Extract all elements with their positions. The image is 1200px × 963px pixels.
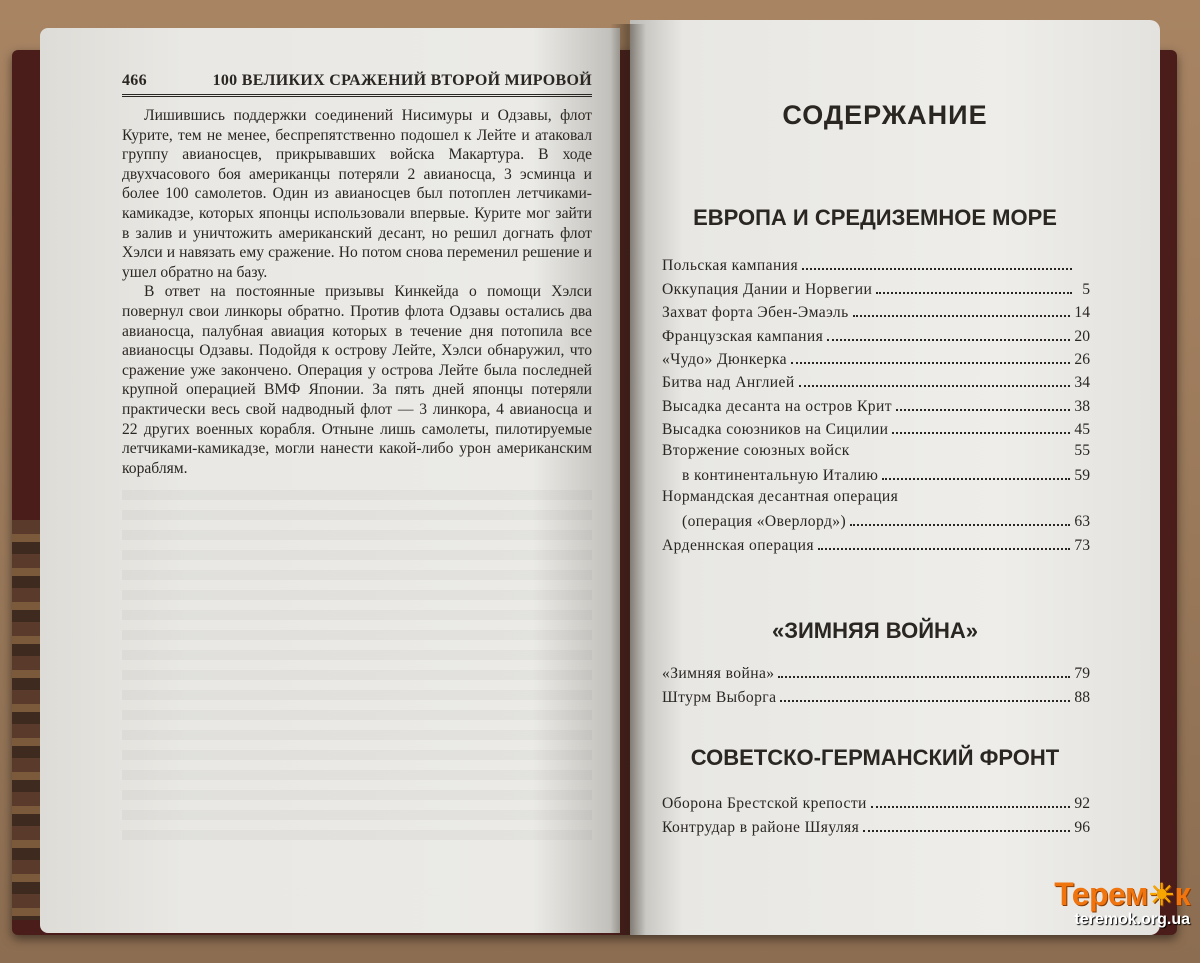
toc-list-winter-war [662,660,1090,707]
toc-entry-page: 26 [1074,350,1090,368]
toc-entry [662,813,1090,836]
toc-entry-title-continued: в континентальную Италию [682,467,879,485]
toc-entry-page: 20 [1074,327,1090,345]
toc-entry [662,369,1090,392]
dot-leader [882,478,1070,480]
dot-leader [791,362,1070,364]
logo-name-part: Терем [1054,876,1149,912]
toc-entry-page: 59 [1074,467,1090,485]
toc-entry-title: Высадка десанта на остров Крит [662,397,892,415]
toc-entry [662,439,1090,485]
toc-entry-page: 88 [1074,688,1090,706]
toc-entry-title: Оборона Брестской крепости [662,795,867,813]
toc-entry-title: Высадка союзников на Сицилии [662,421,889,439]
toc-entry [662,790,1090,813]
toc-entry [662,683,1090,706]
dot-leader [863,830,1070,832]
dot-leader [850,524,1070,526]
toc-entry [662,322,1090,345]
dot-leader [778,676,1070,678]
logo-name-part: к [1174,876,1190,912]
toc-entry-title: Арденнская операция [662,536,814,554]
toc-title: СОДЕРЖАНИЕ [782,100,988,130]
toc-entry-page: 63 [1074,513,1090,531]
paragraph: Лишившись поддержки соединений Нисимуры и Одзавы, флот Курите, тем не менее, беспрепятственно подошел к Лейте и атаковал группу авианосцев, прикрывавших войска Макартура. В ходе двухчасового боя американцы потеряли 2 авианосца, 3 эсминца и более 100 самолетов. Один из авианосцев был потоплен летчиками-камикадзе, которых японцы использовали впервые. Курите мог зайти в залив и уничтожить американский десант, но решил догнать флот Хэлси и навязать ему сражение. Но потом снова переменил решение и ушел обратно на базу. [122,107,592,281]
toc-entry-page: 38 [1074,397,1090,415]
toc-entry-page: 45 [1074,421,1090,439]
dot-leader [802,268,1072,270]
toc-entry [662,275,1090,298]
dot-leader [827,339,1070,341]
toc-entry [662,252,1090,275]
watermark-logo [1040,876,1190,929]
toc-entry-page: 55 [1074,442,1090,460]
toc-list-europe [662,252,1090,555]
toc-entry [662,416,1090,439]
toc-entry-title: Вторжение союзных войск [662,442,850,460]
toc-entry [662,531,1090,554]
toc-entry [662,660,1090,683]
book-gutter [610,24,646,935]
body-text [122,106,592,478]
section-heading-europe: ЕВРОПА И СРЕДИЗЕМНОЕ МОРЕ [693,205,1057,230]
dot-leader [871,806,1071,808]
toc-entry-title: Польская кампания [662,257,799,275]
toc-entry [662,485,1090,531]
sun-icon: ☀ [1148,879,1175,912]
toc-entry [662,299,1090,322]
dot-leader [780,700,1070,702]
dot-leader [799,385,1071,387]
toc-entry [662,392,1090,415]
logo-url: teremok.org.ua [1074,911,1190,928]
page-number: 466 [122,72,147,89]
toc-entry-title: Штурм Выборга [662,688,777,706]
running-head-title: 100 ВЕЛИКИХ СРАЖЕНИЙ ВТОРОЙ МИРОВОЙ [212,72,592,89]
toc-entry-title: Контрудар в районе Шяуляя [662,818,860,836]
show-through-text [122,490,592,850]
toc-entry-page: 96 [1074,818,1090,836]
toc-entry-title-continued: (операция «Оверлорд») [682,513,847,531]
toc-entry-page: 79 [1074,665,1090,683]
toc-entry-title: Битва над Англией [662,374,795,392]
logo-text [1040,876,1190,913]
book-edge-decoration [12,520,42,920]
toc-list-eastern-front [662,790,1090,837]
toc-entry-second-line [662,508,1090,531]
toc-entry-title: Оккупация Дании и Норвегии [662,280,873,298]
toc-entry-page: 14 [1074,304,1090,322]
dot-leader [896,409,1070,411]
dot-leader [853,315,1071,317]
toc-entry-first-line [662,485,1090,508]
toc-entry [662,346,1090,369]
toc-entry-page: 73 [1074,536,1090,554]
toc-entry-title: Захват форта Эбен-Эмаэль [662,304,849,322]
dot-leader [876,292,1072,294]
dot-leader [818,548,1071,550]
toc-entry-page: 5 [1082,280,1090,298]
section-heading-winter-war: «ЗИМНЯЯ ВОЙНА» [771,618,979,643]
toc-entry-first-line [662,439,1090,462]
toc-entry-title: «Зимняя война» [662,665,775,683]
dot-leader [892,432,1070,434]
toc-entry-title: Нормандская десантная операция [662,488,899,506]
toc-entry-title: «Чудо» Дюнкерка [662,350,787,368]
toc-entry-second-line [662,462,1090,485]
running-head [122,72,592,97]
section-heading-eastern-front: СОВЕТСКО-ГЕРМАНСКИЙ ФРОНТ [690,745,1060,770]
toc-entry-page: 92 [1074,795,1090,813]
toc-entry-title: Французская кампания [662,327,824,345]
paragraph: В ответ на постоянные призывы Кинкейда о помощи Хэлси повернул свои линкоры обратно. Против флота Одзавы остались два авианосца, палубная авиация которых в течение дня потопила все авианосцы Одзавы. Подойдя к острову Лейте, Хэлси обнаружил, что сражение уже закончено. Операция у острова Лейте была последней крупной операцией ВМФ Японии. За пять дней японцы потеряли практически весь свой надводный флот — 3 линкора, 4 авианосца и 22 других военных корабля. Отныне лишь самолеты, пилотируемые летчиками-камикадзе, могли нанести какой-либо урон американским кораблям. [122,283,592,477]
toc-entry-page: 34 [1074,374,1090,392]
